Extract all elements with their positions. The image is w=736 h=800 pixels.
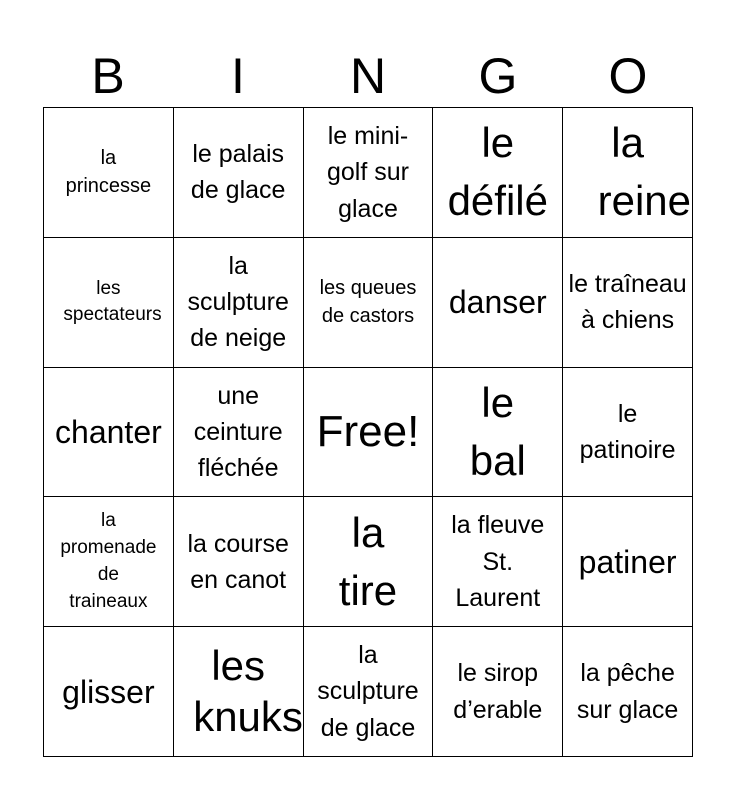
- bingo-cell[interactable]: [304, 368, 434, 498]
- bingo-cell[interactable]: [563, 238, 693, 368]
- bingo-cell[interactable]: [304, 627, 434, 757]
- cell-label: le patinoire: [579, 399, 676, 464]
- bingo-cell[interactable]: [174, 497, 304, 627]
- cell-label: la promenade de traineaux: [60, 509, 157, 612]
- cell-label: chanter: [55, 413, 162, 450]
- cell-label: les queues de castors: [319, 277, 417, 328]
- cell-label: le palais de glace: [190, 140, 286, 205]
- bingo-cell[interactable]: [44, 627, 174, 757]
- free-space: Free!: [316, 406, 420, 456]
- cell-label: le défilé: [447, 119, 548, 225]
- bingo-cell[interactable]: [433, 108, 563, 238]
- header-letter-g: G: [478, 48, 518, 104]
- cell-label: le sirop d’erable: [453, 659, 543, 724]
- bingo-cell[interactable]: [44, 368, 174, 498]
- bingo-cell[interactable]: [433, 627, 563, 757]
- bingo-cell[interactable]: [44, 238, 174, 368]
- bingo-cell[interactable]: [563, 627, 693, 757]
- cell-label: le mini-golf sur glace: [326, 122, 409, 223]
- cell-label: la course en canot: [187, 529, 289, 594]
- bingo-cell[interactable]: [563, 497, 693, 627]
- cell-label: la tire: [338, 508, 398, 614]
- bingo-cell[interactable]: [563, 108, 693, 238]
- cell-label: la reine: [597, 119, 691, 225]
- cell-label: la sculpture de glace: [317, 641, 419, 742]
- cell-label: le traîneau à chiens: [568, 269, 687, 335]
- bingo-cell[interactable]: [44, 497, 174, 627]
- bingo-cell[interactable]: [174, 627, 304, 757]
- cell-label: la fleuve St. Laurent: [451, 511, 545, 612]
- cell-label: danser: [448, 284, 547, 321]
- header-letter-n: N: [349, 48, 387, 104]
- cell-label: une ceinture fléchée: [193, 381, 283, 483]
- cell-label: la pêche sur glace: [576, 659, 679, 724]
- bingo-cell[interactable]: [44, 108, 174, 238]
- bingo-cell[interactable]: [304, 497, 434, 627]
- cell-label: le bal: [469, 379, 526, 484]
- bingo-cell[interactable]: [174, 368, 304, 498]
- bingo-cell[interactable]: [174, 108, 304, 238]
- bingo-board: [43, 107, 693, 757]
- cell-label: patiner: [578, 543, 677, 580]
- cell-label: glisser: [62, 673, 155, 710]
- cell-label: la sculpture de neige: [187, 251, 289, 353]
- bingo-header: [43, 44, 693, 108]
- bingo-cell[interactable]: [433, 368, 563, 498]
- bingo-cell[interactable]: [174, 238, 304, 368]
- bingo-cell[interactable]: [433, 497, 563, 627]
- header-letter-b: B: [91, 48, 125, 104]
- cell-label: la princesse: [65, 147, 152, 198]
- header-letter-o: O: [608, 48, 648, 104]
- cell-label: les spectateurs: [63, 277, 162, 326]
- bingo-cell[interactable]: [563, 368, 693, 498]
- bingo-cell[interactable]: [433, 238, 563, 368]
- bingo-cell[interactable]: [304, 108, 434, 238]
- cell-label: les knuks: [193, 642, 303, 740]
- bingo-cell[interactable]: [304, 238, 434, 368]
- header-letter-i: I: [231, 48, 245, 104]
